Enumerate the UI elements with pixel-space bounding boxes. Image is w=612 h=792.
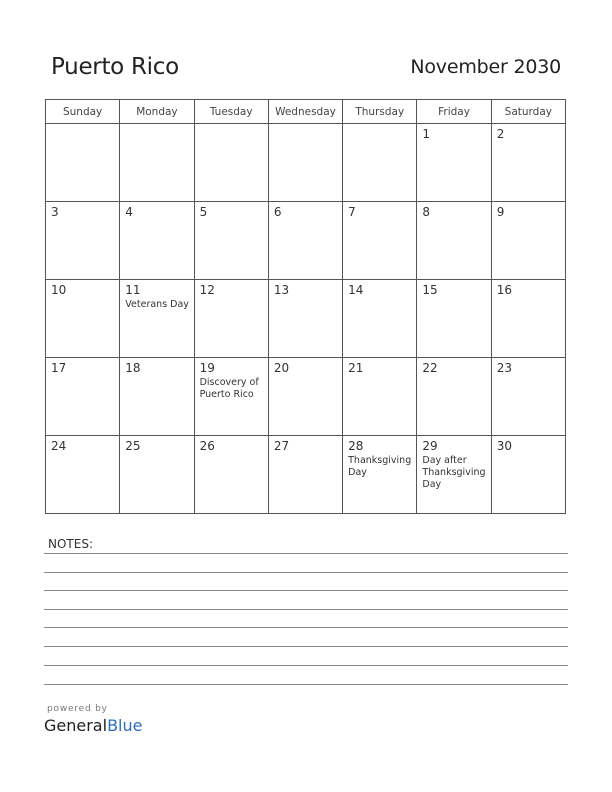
calendar-day-cell bbox=[46, 358, 120, 436]
notes-line bbox=[44, 627, 568, 628]
calendar-empty-cell bbox=[343, 124, 417, 202]
calendar-day-cell bbox=[417, 124, 491, 202]
brand-blue-text: Blue bbox=[107, 716, 143, 735]
day-number: 25 bbox=[125, 439, 141, 453]
day-number: 24 bbox=[51, 439, 67, 453]
calendar-day-cell bbox=[120, 358, 194, 436]
notes-line bbox=[44, 553, 568, 554]
notes-line bbox=[44, 665, 568, 666]
day-number: 9 bbox=[496, 205, 505, 219]
weekday-sunday: Sunday bbox=[46, 100, 120, 124]
weekday-saturday: Saturday bbox=[491, 100, 565, 124]
calendar-day-cell bbox=[194, 436, 268, 514]
weekday-thursday: Thursday bbox=[343, 100, 417, 124]
day-number: 20 bbox=[273, 361, 290, 375]
calendar-week-row bbox=[46, 436, 566, 514]
calendar-week-row bbox=[46, 202, 566, 280]
notes-line bbox=[44, 609, 568, 610]
calendar-day-cell bbox=[268, 202, 342, 280]
notes-line bbox=[44, 572, 568, 573]
powered-by-text: powered by bbox=[47, 704, 108, 714]
calendar-week-row bbox=[46, 358, 566, 436]
calendar-day-cell bbox=[268, 358, 342, 436]
calendar-country-title: Puerto Rico bbox=[51, 54, 179, 80]
calendar-day-cell bbox=[343, 436, 417, 514]
holiday-label: Day after Thanksgiving Day bbox=[422, 455, 486, 490]
holiday-label: Veterans Day bbox=[125, 299, 189, 310]
day-number: 16 bbox=[496, 283, 512, 297]
notes-line bbox=[44, 646, 568, 647]
day-number: 27 bbox=[273, 439, 290, 453]
calendar-empty-cell bbox=[194, 124, 268, 202]
day-number: 5 bbox=[199, 205, 208, 219]
calendar-day-cell bbox=[120, 436, 194, 514]
calendar-day-cell bbox=[268, 436, 342, 514]
day-number: 29 bbox=[422, 439, 438, 453]
notes-line bbox=[44, 590, 568, 591]
calendar-day-cell bbox=[491, 202, 565, 280]
calendar-day-cell bbox=[343, 280, 417, 358]
calendar-day-cell bbox=[417, 280, 491, 358]
day-number: 22 bbox=[422, 361, 438, 375]
day-number: 13 bbox=[273, 283, 290, 297]
day-number: 15 bbox=[422, 283, 438, 297]
calendar-day-cell bbox=[46, 280, 120, 358]
weekday-tuesday: Tuesday bbox=[194, 100, 268, 124]
day-number: 28 bbox=[348, 439, 364, 453]
day-number: 11 bbox=[125, 283, 141, 297]
day-number: 3 bbox=[51, 205, 59, 219]
calendar-day-cell bbox=[417, 202, 491, 280]
day-number: 23 bbox=[496, 361, 512, 375]
notes-label: NOTES: bbox=[48, 537, 93, 551]
calendar-day-cell bbox=[46, 436, 120, 514]
calendar-week-row bbox=[46, 280, 566, 358]
calendar-day-cell bbox=[417, 436, 491, 514]
generalblue-logo[interactable] bbox=[44, 716, 142, 735]
calendar-day-cell bbox=[120, 202, 194, 280]
day-number: 14 bbox=[348, 283, 364, 297]
calendar-day-cell bbox=[120, 280, 194, 358]
calendar-day-cell bbox=[491, 280, 565, 358]
day-number: 30 bbox=[496, 439, 512, 453]
day-number: 8 bbox=[422, 205, 431, 219]
day-number: 17 bbox=[51, 361, 67, 375]
calendar-day-cell bbox=[343, 358, 417, 436]
calendar-week-row bbox=[46, 124, 566, 202]
weekday-header-row bbox=[46, 100, 566, 124]
calendar-day-cell bbox=[194, 280, 268, 358]
holiday-label: Discovery of Puerto Rico bbox=[199, 377, 259, 400]
calendar-day-cell bbox=[343, 202, 417, 280]
calendar-month-title: November 2030 bbox=[410, 56, 561, 78]
day-number: 2 bbox=[496, 127, 505, 141]
day-number: 7 bbox=[348, 205, 356, 219]
day-number: 6 bbox=[273, 205, 282, 219]
brand-general-text: General bbox=[44, 716, 108, 735]
day-number: 1 bbox=[422, 127, 431, 141]
calendar-day-cell bbox=[491, 124, 565, 202]
day-number: 4 bbox=[125, 205, 133, 219]
notes-line bbox=[44, 684, 568, 685]
calendar-day-cell bbox=[194, 202, 268, 280]
month-calendar-grid bbox=[45, 99, 566, 514]
holiday-label: Thanksgiving Day bbox=[348, 455, 412, 478]
calendar-empty-cell bbox=[120, 124, 194, 202]
weekday-friday: Friday bbox=[417, 100, 491, 124]
calendar-day-cell bbox=[268, 280, 342, 358]
calendar-day-cell bbox=[417, 358, 491, 436]
day-number: 12 bbox=[199, 283, 215, 297]
calendar-empty-cell bbox=[46, 124, 120, 202]
calendar-day-cell bbox=[491, 358, 565, 436]
calendar-day-cell bbox=[491, 436, 565, 514]
calendar-empty-cell bbox=[268, 124, 342, 202]
calendar-day-cell bbox=[46, 202, 120, 280]
day-number: 10 bbox=[51, 283, 67, 297]
weekday-monday: Monday bbox=[120, 100, 194, 124]
calendar-day-cell bbox=[194, 358, 268, 436]
day-number: 19 bbox=[199, 361, 215, 375]
day-number: 21 bbox=[348, 361, 364, 375]
day-number: 18 bbox=[125, 361, 141, 375]
weekday-wednesday: Wednesday bbox=[268, 100, 342, 124]
day-number: 26 bbox=[199, 439, 215, 453]
